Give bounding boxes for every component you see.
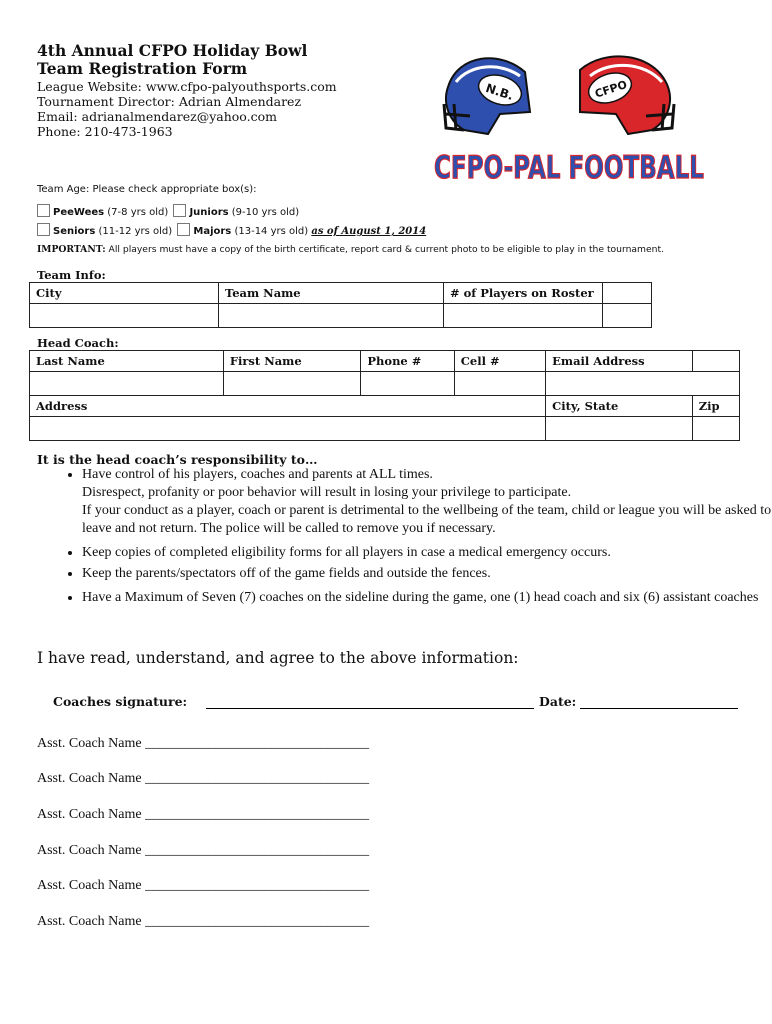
- checkbox-majors[interactable]: [177, 223, 190, 236]
- helmet-left-text: N.B.: [483, 80, 516, 103]
- option-peewees-range: (7-8 yrs old): [107, 207, 169, 218]
- resp-line: Keep the parents/spectators off of the game fields and outside the fences.: [82, 566, 491, 581]
- coach-extra-header: [692, 351, 739, 372]
- roster-count-cell[interactable]: [603, 283, 652, 304]
- responsibility-item: [82, 565, 772, 583]
- checkbox-seniors[interactable]: [37, 223, 50, 236]
- city-input[interactable]: [30, 304, 219, 328]
- asst-coach-name-3[interactable]: Asst. Coach Name ________________________________: [37, 807, 370, 822]
- col-address: Address: [30, 396, 546, 417]
- team-info-header-row: [30, 283, 652, 304]
- option-majors-label: Majors: [193, 226, 232, 237]
- contact-info: [37, 79, 337, 139]
- phone-input[interactable]: [361, 372, 454, 396]
- director-phone: Phone: 210-473-1963: [37, 124, 173, 139]
- col-last-name: Last Name: [30, 351, 224, 372]
- zip-input[interactable]: [692, 417, 739, 441]
- asst-coach-name-6[interactable]: Asst. Coach Name ________________________________: [37, 914, 370, 929]
- team-age-label: Team Age: Please check appropriate box(s):: [37, 184, 257, 195]
- red-helmet-icon: [580, 56, 674, 134]
- head-coach-heading: Head Coach:: [37, 336, 119, 350]
- asst-coach-name-2[interactable]: Asst. Coach Name ________________________________: [37, 771, 370, 786]
- responsibility-item: [82, 544, 772, 562]
- team-name-input[interactable]: [219, 304, 444, 328]
- responsibility-item: [82, 466, 772, 538]
- resp-line: Have a Maximum of Seven (7) coaches on the sideline during the game, one (1) head coach and six (6) assistant coaches: [82, 590, 759, 605]
- coach-input-row-2: [30, 417, 740, 441]
- asst-coach-name-4[interactable]: Asst. Coach Name ________________________________: [37, 843, 370, 858]
- league-website: League Website: www.cfpo-palyouthsports.com: [37, 79, 337, 94]
- players-input[interactable]: [444, 304, 603, 328]
- logo-wordmark: CFPO-PAL FOOTBALL: [434, 150, 704, 186]
- col-phone: Phone #: [361, 351, 454, 372]
- col-city-state: City, State: [546, 396, 693, 417]
- address-input[interactable]: [30, 417, 546, 441]
- agreement-statement: I have read, understand, and agree to the above information:: [37, 649, 519, 667]
- responsibility-item: [82, 589, 772, 607]
- cfpo-pal-logo: [430, 42, 710, 184]
- team-info-input-row: [30, 304, 652, 328]
- team-info-table: [29, 282, 652, 328]
- signature-line[interactable]: [206, 708, 534, 709]
- director-email: Email: adrianalmendarez@yahoo.com: [37, 109, 277, 124]
- resp-line: Keep copies of completed eligibility forms for all players in case a medical emergency occurs.: [82, 545, 611, 560]
- age-row-1: [37, 204, 299, 218]
- col-players-on-roster: # of Players on Roster: [444, 283, 603, 304]
- checkbox-juniors[interactable]: [173, 204, 186, 217]
- coach-input-row-1: [30, 372, 740, 396]
- option-peewees-label: PeeWees: [53, 207, 105, 218]
- last-name-input[interactable]: [30, 372, 224, 396]
- date-label: Date:: [539, 694, 577, 709]
- head-coach-table: [29, 350, 740, 441]
- title-line-2: Team Registration Form: [37, 59, 248, 78]
- logo-svg: [430, 42, 710, 184]
- email-input[interactable]: [546, 372, 740, 396]
- coach-header-row-2: [30, 396, 740, 417]
- signature-label: Coaches signature:: [53, 694, 188, 709]
- option-juniors-label: Juniors: [189, 207, 229, 218]
- asst-coach-name-5[interactable]: Asst. Coach Name ________________________________: [37, 878, 370, 893]
- important-note: [37, 244, 664, 255]
- helmet-right-text: CFPO: [593, 77, 629, 101]
- city-state-input[interactable]: [546, 417, 693, 441]
- col-email: Email Address: [546, 351, 693, 372]
- asst-coach-name-1[interactable]: Asst. Coach Name ________________________________: [37, 736, 370, 751]
- as-of-date: as of August 1, 2014: [311, 226, 427, 237]
- option-seniors-label: Seniors: [53, 226, 96, 237]
- tournament-director: Tournament Director: Adrian Almendarez: [37, 94, 302, 109]
- option-majors-range: (13-14 yrs old): [234, 226, 309, 237]
- important-text: All players must have a copy of the birth certificate, report card & current photo to be eligible to play in the tournament.: [108, 244, 665, 255]
- form-title: [37, 42, 307, 78]
- blue-helmet-icon: [444, 58, 530, 134]
- resp-line: If your conduct as a player, coach or parent is detrimental to the wellbeing of the team, child or league you will be asked to leave and not return. The police will be called to remove you if necessary.: [82, 503, 772, 536]
- col-city: City: [30, 283, 219, 304]
- important-label: IMPORTANT:: [37, 244, 106, 255]
- cell-input[interactable]: [454, 372, 545, 396]
- col-first-name: First Name: [223, 351, 361, 372]
- option-seniors-range: (11-12 yrs old): [98, 226, 173, 237]
- option-juniors-range: (9-10 yrs old): [231, 207, 300, 218]
- first-name-input[interactable]: [223, 372, 361, 396]
- col-team-name: Team Name: [219, 283, 444, 304]
- col-zip: Zip: [692, 396, 739, 417]
- resp-line: Disrespect, profanity or poor behavior will result in losing your privilege to participate.: [82, 485, 572, 500]
- col-cell: Cell #: [454, 351, 545, 372]
- checkbox-peewees[interactable]: [37, 204, 50, 217]
- team-info-heading: Team Info:: [37, 268, 106, 282]
- resp-line: • Have control of his players, coaches and parents at ALL times.: [82, 467, 433, 482]
- responsibility-heading: It is the head coach’s responsibility to…: [37, 452, 318, 467]
- title-line-1: 4th Annual CFPO Holiday Bowl: [37, 41, 308, 60]
- extra-input[interactable]: [603, 304, 652, 328]
- responsibility-list: [48, 466, 772, 613]
- date-line[interactable]: [580, 708, 738, 709]
- coach-header-row-1: [30, 351, 740, 372]
- age-row-2: [37, 223, 426, 237]
